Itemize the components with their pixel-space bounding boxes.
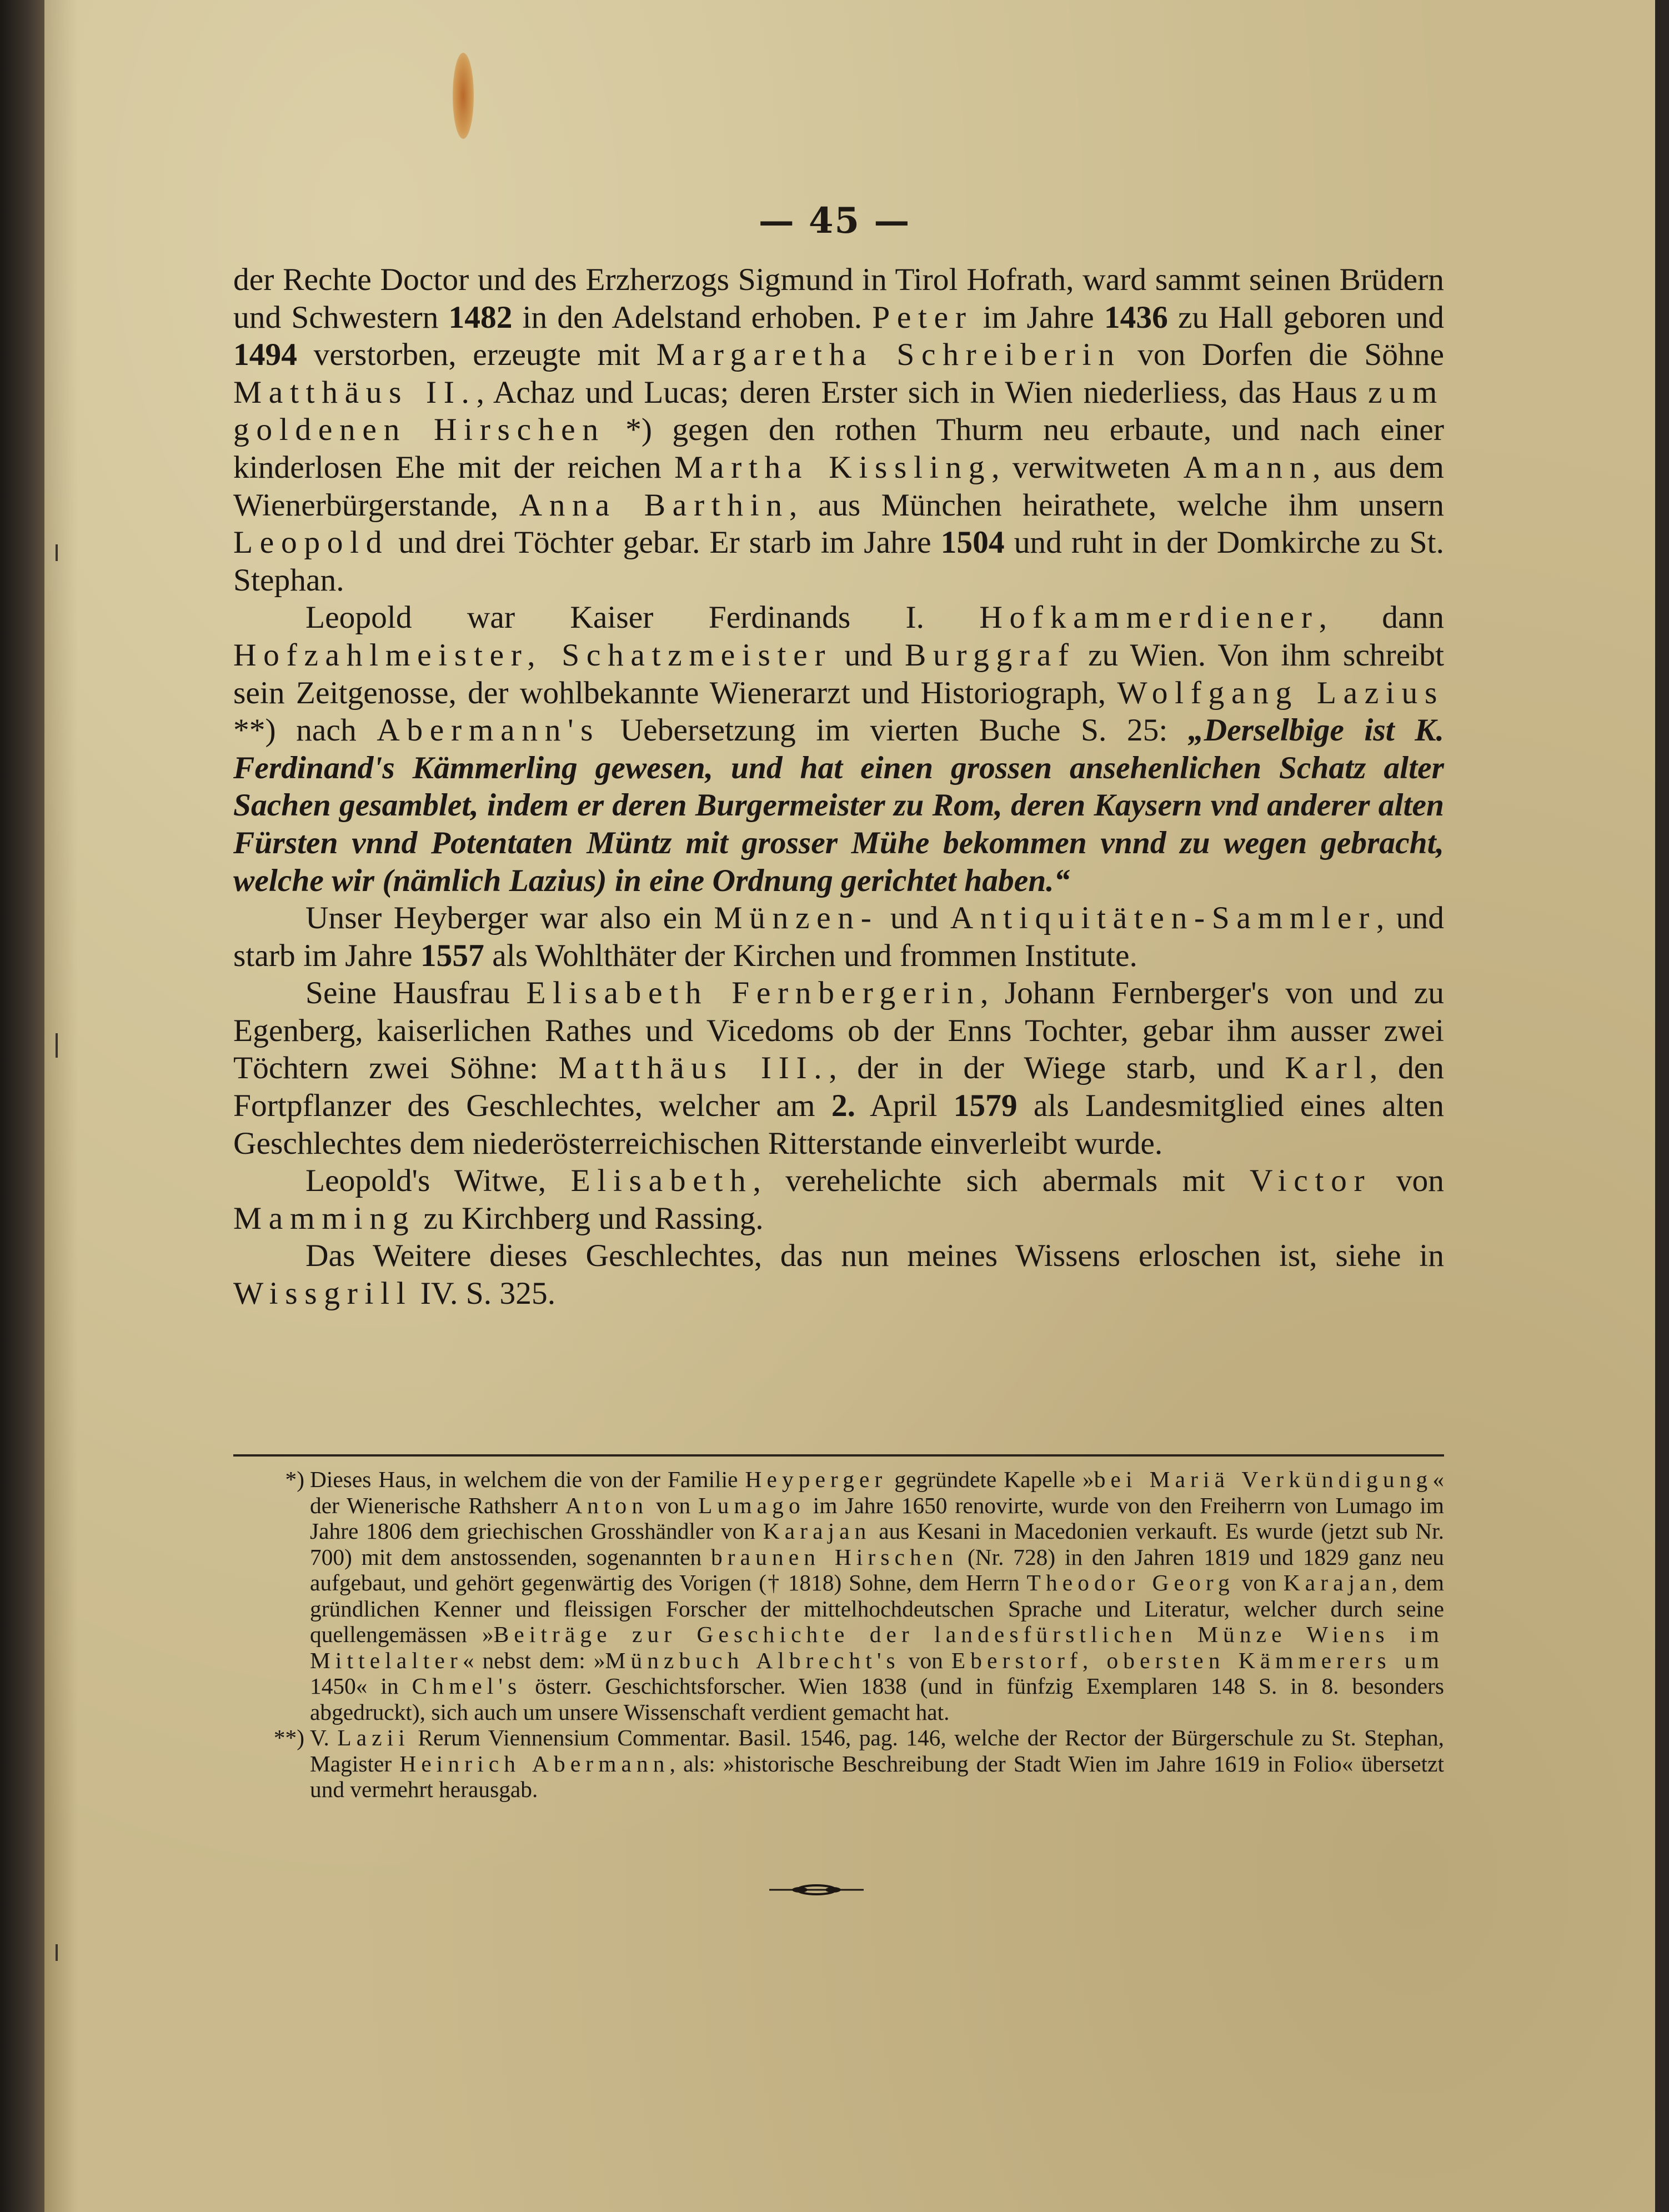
text-run: und drei Töchter gebar. Er starb im Jahre bbox=[389, 525, 941, 560]
footnote-run: « nebst dem: » bbox=[462, 1647, 605, 1673]
footnote-run: V. bbox=[310, 1725, 338, 1750]
page-number: — 45 — bbox=[758, 200, 911, 242]
paragraph bbox=[233, 899, 1444, 974]
text-run: zu Wien. Von ihm schreibt sein Zeitgenosse, der wohlbekannte Wienerarzt und Historiograph, bbox=[233, 637, 1444, 710]
text-run: Leopold's Witwe, bbox=[305, 1163, 571, 1199]
text-run: Uebersetzung im vierten Buche S. 25: bbox=[600, 713, 1188, 748]
text-run: , dann bbox=[1319, 600, 1444, 635]
text-run: Victor bbox=[1249, 1163, 1372, 1199]
text-run: von bbox=[1371, 1163, 1444, 1199]
text-run: , der in der Wiege starb, und bbox=[829, 1050, 1285, 1086]
text-run: Wissgrill bbox=[233, 1276, 413, 1312]
text-run: , aus dem Wienerbürgerstande, bbox=[233, 449, 1444, 523]
text-run: Amann bbox=[1183, 449, 1313, 485]
footnote-run: Lazii bbox=[337, 1725, 410, 1750]
margin-mark bbox=[56, 1033, 58, 1058]
paragraph bbox=[233, 1162, 1444, 1237]
footnote-run: bei Mariä Verkündigung bbox=[1094, 1467, 1433, 1492]
text-run: 1557 bbox=[420, 938, 484, 973]
text-run: , den Fortpflanzer des Geschlechtes, welcher am bbox=[233, 1050, 1444, 1124]
footnote-run: Rerum Viennensium Commentar. Basil. 1546, pag. 146, welche der Rector der Bürgerschule zu St. Stephan, Magister bbox=[310, 1725, 1444, 1776]
text-run: April bbox=[855, 1088, 954, 1124]
footnote-run: von bbox=[1234, 1570, 1284, 1595]
footnote-run: Theodor Georg bbox=[1026, 1570, 1235, 1595]
text-run: Hofzahlmeister, Schatzmeister bbox=[233, 637, 833, 673]
text-run: zum goldenen Hirschen bbox=[233, 374, 1444, 448]
text-run: Leopold bbox=[233, 525, 389, 560]
footnote-run: von bbox=[648, 1492, 699, 1518]
footnote-run: Beiträge zur Geschichte der landesfürstlichen Münze Wiens im Mittelalter bbox=[310, 1622, 1444, 1673]
paragraph bbox=[233, 974, 1444, 1162]
text-run: 1482 bbox=[448, 299, 513, 335]
text-run: , verwitweten bbox=[991, 449, 1184, 485]
footnote bbox=[233, 1467, 1444, 1725]
text-run: als Landesmitglied eines alten Geschlechtes dem niederösterreichischen Ritterstande einverleibt wurde. bbox=[233, 1088, 1444, 1161]
footnote-run: braunen Hirschen bbox=[710, 1544, 959, 1570]
text-run: Elisabeth bbox=[570, 1163, 753, 1199]
footnote-run: Münzbuch Albrecht's bbox=[605, 1647, 900, 1673]
footnote-run: Heinrich Abermann bbox=[399, 1750, 670, 1776]
text-run: Münzen- bbox=[714, 900, 879, 936]
text-run: 1436 bbox=[1104, 299, 1168, 335]
text-run: der Rechte Doctor und des Erzherzogs Sigmund in Tirol Hofrath, ward sammt seinen Brüdern und Schwestern bbox=[233, 262, 1444, 335]
paragraph bbox=[233, 599, 1444, 899]
margin-mark bbox=[56, 1944, 58, 1961]
text-run: Matthäus II. bbox=[233, 374, 477, 410]
text-run: im Jahre bbox=[973, 299, 1104, 335]
footnote-run: Karajan bbox=[763, 1518, 871, 1544]
footnote-rule bbox=[233, 1454, 1444, 1457]
text-run: Hofkammerdiener bbox=[979, 600, 1319, 635]
text-run: als Wohlthäter der Kirchen und frommen Institute. bbox=[484, 938, 1137, 973]
margin-mark bbox=[56, 544, 58, 561]
footnote-run: « der Wienerische Rathsherr bbox=[310, 1467, 1445, 1518]
text-run: Seine Hausfrau bbox=[305, 975, 527, 1011]
paragraph bbox=[233, 1237, 1444, 1312]
footnote-run: Karajan bbox=[1283, 1570, 1392, 1595]
footnote-marker: **) bbox=[273, 1725, 304, 1750]
footnote-run: gegründete Kapelle » bbox=[887, 1467, 1094, 1492]
text-run: Wolfgang Lazius bbox=[1117, 675, 1444, 710]
footnote-run: aus Kesani in Macedonien verkauft. Es wurde (jetzt sub Nr. 700) mit dem anstossenden, sogenannten bbox=[310, 1518, 1444, 1570]
text-run: und bbox=[832, 637, 905, 673]
text-run: Burggraf bbox=[904, 637, 1076, 673]
footnote-run: 1450« in bbox=[310, 1673, 412, 1699]
footnote-run: Anton bbox=[565, 1492, 649, 1518]
footnote-run: im Jahre 1650 renovirte, wurde von den Freiherrn von Lumago im Jahre 1806 dem griechischen Grosshändler von bbox=[310, 1492, 1445, 1544]
text-run: verstorben, erzeugte mit bbox=[297, 337, 656, 373]
text-run: zu Kirchberg und Rassing. bbox=[415, 1200, 764, 1236]
text-run: Mamming bbox=[233, 1200, 416, 1236]
text-run: von Dorfen die Söhne bbox=[1121, 337, 1444, 373]
text-run: , Johann Fernberger's von und zu Egenberg, kaiserlichen Rathes und Vicedoms ob der Enns Tochter, gebar ihm ausser zwei Töchtern zwei Söhne: bbox=[233, 975, 1444, 1086]
text-run: 1504 bbox=[940, 525, 1005, 560]
text-run: 1494 bbox=[233, 337, 297, 373]
text-run: Leopold war Kaiser Ferdinands I. bbox=[305, 600, 980, 635]
main-text bbox=[233, 261, 1444, 1313]
text-run: Margaretha Schreiberin bbox=[656, 337, 1121, 373]
text-run: Martha Kissling bbox=[674, 449, 992, 485]
text-run: 2. bbox=[831, 1088, 855, 1124]
text-run: zu Hall geboren und bbox=[1167, 299, 1444, 335]
text-run: , aus München heirathete, welche ihm unsern bbox=[789, 487, 1444, 523]
stain-mark bbox=[453, 53, 474, 139]
footnote-run: Heyperger bbox=[745, 1467, 888, 1492]
text-run: , und starb im Jahre bbox=[233, 900, 1445, 973]
text-run: und bbox=[878, 900, 950, 936]
paragraph bbox=[233, 261, 1444, 599]
footnote-run: Lumago bbox=[698, 1492, 805, 1518]
text-run: Unser Heyberger war also ein bbox=[305, 900, 714, 936]
footnote-marker: *) bbox=[285, 1467, 304, 1492]
text-run: „Derselbige ist K. Ferdinand's Kämmerling gewesen, und hat einen grossen ansehenlichen Schatz alter Sachen gesamblet, indem er deren Burgermeister zu Rom, deren Kaysern vnd anderer alten Fürsten vnnd Potentaten Müntz mit grosser Mühe bekommen vnnd zu wegen gebracht, welche wir (nämlich Lazius) in eine Ordnung gerichtet haben.“ bbox=[233, 713, 1444, 898]
text-run: IV. S. 325. bbox=[412, 1276, 556, 1312]
text-run: **) nach bbox=[233, 713, 377, 748]
text-run: , Achaz und Lucas; deren Erster sich in Wien niederliess, das Haus bbox=[476, 374, 1369, 410]
text-run: Karl bbox=[1285, 1050, 1370, 1086]
text-run: Matthäus III. bbox=[558, 1050, 829, 1086]
text-run: in den Adelstand erhoben. bbox=[512, 299, 873, 335]
ornament-divider bbox=[766, 1879, 866, 1901]
footnote-run: Eberstorf, obersten Kämmerers um bbox=[951, 1647, 1445, 1673]
text-run: 1579 bbox=[953, 1088, 1018, 1124]
footnote-run: , als: »historische Beschreibung der Stadt Wien im Jahre 1619 in Folio« übersetzt und vermehrt herausgab. bbox=[310, 1750, 1444, 1802]
footnotes bbox=[233, 1467, 1444, 1803]
text-run: Peter bbox=[872, 299, 973, 335]
text-run: Elisabeth Fernbergerin bbox=[526, 975, 980, 1011]
footnote-run: Dieses Haus, in welchem die von der Familie bbox=[310, 1467, 745, 1492]
text-run: Anna Barthin bbox=[519, 487, 789, 523]
footnote-run: österr. Geschichtsforscher. Wien 1838 (und in fünfzig Exemplaren 148 S. in 8. besonders abgedruckt), sich auch um unsere Wissenschaft verdient gemacht hat. bbox=[310, 1673, 1444, 1725]
book-spine bbox=[0, 0, 44, 2212]
text-run: *) gegen den rothen Thurm neu erbaute, und nach einer kinderlosen Ehe mit der reichen bbox=[233, 412, 1444, 485]
footnote-run: , dem gründlichen Kenner und fleissigen Forscher der mittelhochdeutschen Sprache und Literatur, welcher durch seine quellengemässen » bbox=[310, 1570, 1444, 1647]
text-run: und ruht in der Domkirche zu St. Stephan. bbox=[233, 525, 1444, 598]
text-run: , verehelichte sich abermals mit bbox=[753, 1163, 1250, 1199]
text-run: Das Weitere dieses Geschlechtes, das nun meines Wissens erloschen ist, siehe in bbox=[305, 1238, 1444, 1274]
footnote-run: Chmel's bbox=[412, 1673, 522, 1699]
footnote-run: von bbox=[900, 1647, 951, 1673]
footnote bbox=[233, 1725, 1444, 1803]
footnote-run: (Nr. 728) in den Jahren 1819 und 1829 ganz neu aufgebaut, und gehört gegenwärtig des Vorigen († 1818) Sohne, dem Herrn bbox=[310, 1544, 1444, 1595]
text-run: Antiquitäten-Sammler bbox=[950, 900, 1376, 936]
text-run: Abermann's bbox=[377, 713, 600, 748]
